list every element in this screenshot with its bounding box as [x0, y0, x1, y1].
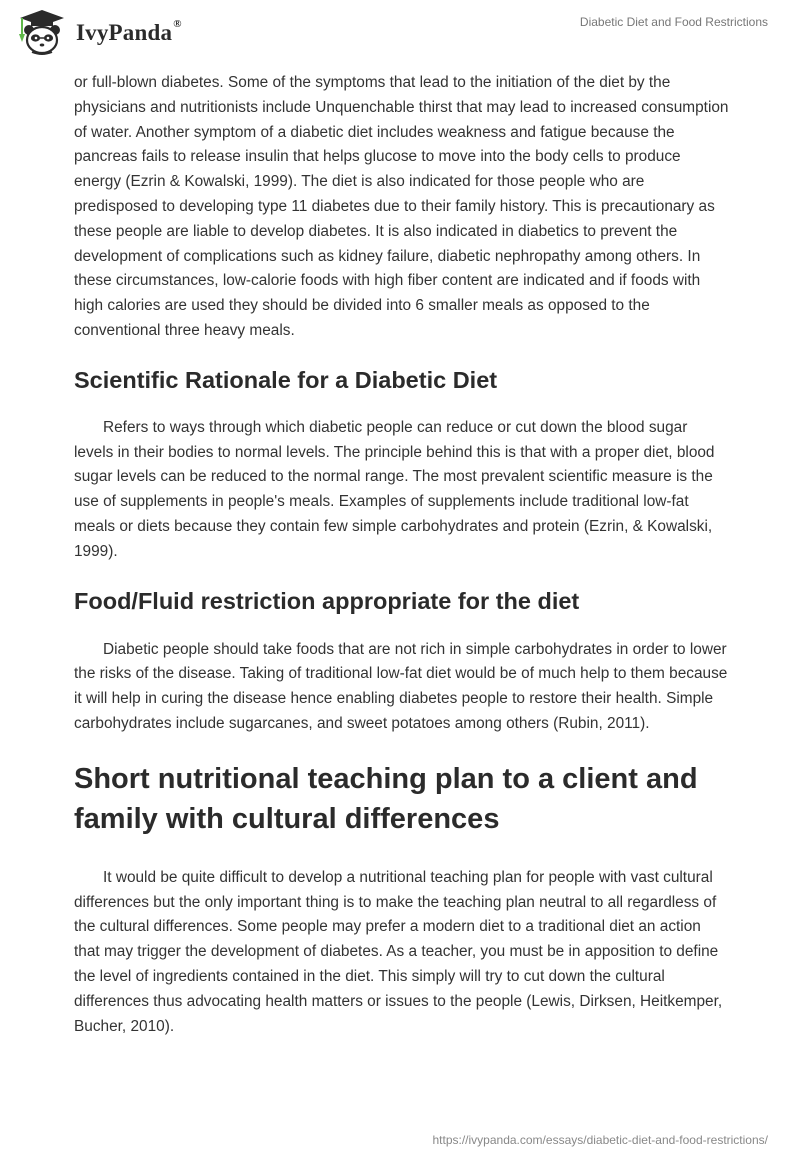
- brand-logo-link[interactable]: [14, 8, 182, 56]
- registered-mark: ®: [173, 18, 182, 31]
- panda-graduate-icon: [14, 8, 70, 56]
- section-heading-scientific-rationale: Scientific Rationale for a Diabetic Diet: [74, 366, 498, 393]
- source-url-link[interactable]: https://ivypanda.com/essays/diabetic-diet-and-food-restrictions/: [432, 1133, 768, 1147]
- section-paragraph-food-fluid-restriction: Diabetic people should take foods that are not rich in simple carbohydrates in order to lower the risks of the disease. Taking of traditional low-fat diet would be of much help to them because it will help in curing the disease hence enabling diabetes people to restore their health. Simple carbohydrates include sugarcanes, and sweet potatoes among others (Rubin, 2011).: [74, 640, 728, 732]
- page-header: [0, 0, 800, 60]
- section-heading-food-fluid-restriction: Food/Fluid restriction appropriate for the diet: [74, 587, 580, 614]
- section-paragraph-teaching-plan: It would be quite difficult to develop a nutritional teaching plan for people with vast cultural differences but the only important thing is to make the teaching plan neutral to all regardless of the cultural differences. Some people may prefer a modern diet to a traditional diet an action that may trigger the development of diabetes. As a teacher, you must be in apposition to define the level of ingredients contained in the diet. This simply will try to cut down the cultural differences thus advocating health matters or issues to the people (Lewis, Dirksen, Heitkemper, Bucher, 2010).: [74, 868, 723, 1035]
- intro-paragraph: or full-blown diabetes. Some of the symptoms that lead to the initiation of the diet by the physicians and nutritionists include Unquenchable thirst that may lead to increased consumption of water. Another symptom of a diabetic diet includes weakness and fatigue because the pancreas fails to release insulin that helps glucose to move into the body cells to produce energy (Ezrin & Kowalski, 1999). The diet is also indicated for those people who are predisposed to developing type 11 diabetes due to their family history. This is precautionary as these people are liable to develop diabetes. It is also indicated in diabetics to prevent the development of complications such as kidney failure, diabetic nephropathy among others. In these circumstances, low-calorie foods with high fiber content are indicated and if foods with high calories are used they should be divided into 6 smaller meals as opposed to the conventional three heavy meals.: [74, 74, 729, 339]
- section-heading-teaching-plan: Short nutritional teaching plan to a client and family with cultural differences: [74, 762, 698, 835]
- document-title: Diabetic Diet and Food Restrictions: [579, 15, 768, 29]
- section-paragraph-scientific-rationale: Refers to ways through which diabetic people can reduce or cut down the blood sugar levels in their bodies to normal levels. The principle behind this is that with a proper diet, blood sugar levels can be reduced to the normal range. The most prevalent scientific measure is the use of supplements in people's meals. Examples of supplements include traditional low-fat meals or diets because they contain few simple carbohydrates and protein (Ezrin, & Kowalski, 1999).: [74, 418, 715, 560]
- brand-name: IvyPanda®: [76, 18, 182, 45]
- article-body: [74, 71, 729, 1039]
